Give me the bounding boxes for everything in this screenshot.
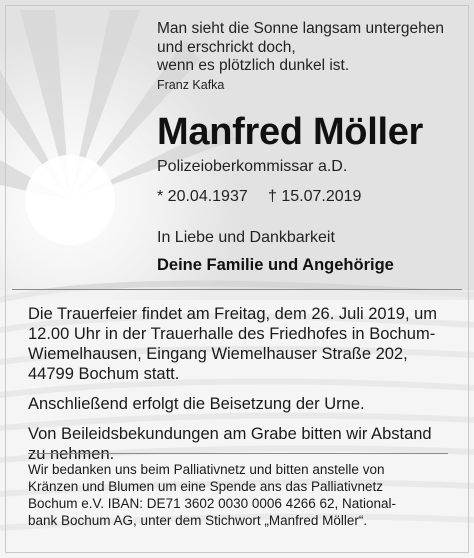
text-line: Wiemelhausen, Eingang Wiemelhauser Straße 202, bbox=[28, 345, 408, 363]
quote-author: Franz Kafka bbox=[157, 77, 225, 92]
text-line: Bochum e.V. IBAN: DE71 3602 0030 0006 4266 62, National- bbox=[28, 496, 397, 511]
birth-date: * 20.04.1937 bbox=[157, 188, 248, 205]
death-date: † 15.07.2019 bbox=[268, 188, 362, 205]
kafka-quote bbox=[157, 20, 462, 93]
text-line: Die Trauerfeier findet am Freitag, dem 26. Juli 2019, um bbox=[28, 305, 438, 323]
quote-line: wenn es plötzlich dunkel ist. bbox=[157, 57, 350, 74]
life-dates bbox=[157, 188, 362, 206]
text-line: bank Bochum AG, unter dem Stichwort „Manfred Möller“. bbox=[28, 513, 368, 528]
section-divider bbox=[12, 289, 462, 290]
text-line: 12.00 Uhr in der Trauerhalle des Friedhofes in Bochum- bbox=[28, 325, 436, 343]
text-line: Von Beileidsbekundungen am Grabe bitten wir Abstand bbox=[28, 425, 432, 443]
donation-request bbox=[28, 461, 453, 529]
burial-paragraph: Anschließend erfolgt die Beisetzung der Urne. bbox=[28, 395, 365, 413]
text-line: Kränzen und Blumen um eine Spende ans das Palliativnetz bbox=[28, 479, 383, 494]
text-line: Wir bedanken uns beim Palliativnetz und bitten anstelle von bbox=[28, 462, 385, 477]
quote-line: Man sieht die Sonne langsam untergehen bbox=[157, 20, 444, 37]
funeral-paragraph bbox=[28, 304, 458, 384]
mourning-sentiment: In Liebe und Dankbarkeit bbox=[157, 229, 335, 246]
donation-divider bbox=[28, 453, 448, 454]
text-line: zu nehmen. bbox=[28, 445, 115, 463]
funeral-details bbox=[28, 304, 458, 474]
mourners-signature: Deine Familie und Angehörige bbox=[157, 256, 394, 274]
text-line: 44799 Bochum statt. bbox=[28, 365, 180, 383]
condolence-paragraph bbox=[28, 424, 458, 464]
quote-line: und erschrickt doch, bbox=[157, 38, 296, 56]
deceased-name: Manfred Möller bbox=[157, 111, 424, 153]
deceased-title: Polizeioberkommissar a.D. bbox=[157, 158, 348, 175]
